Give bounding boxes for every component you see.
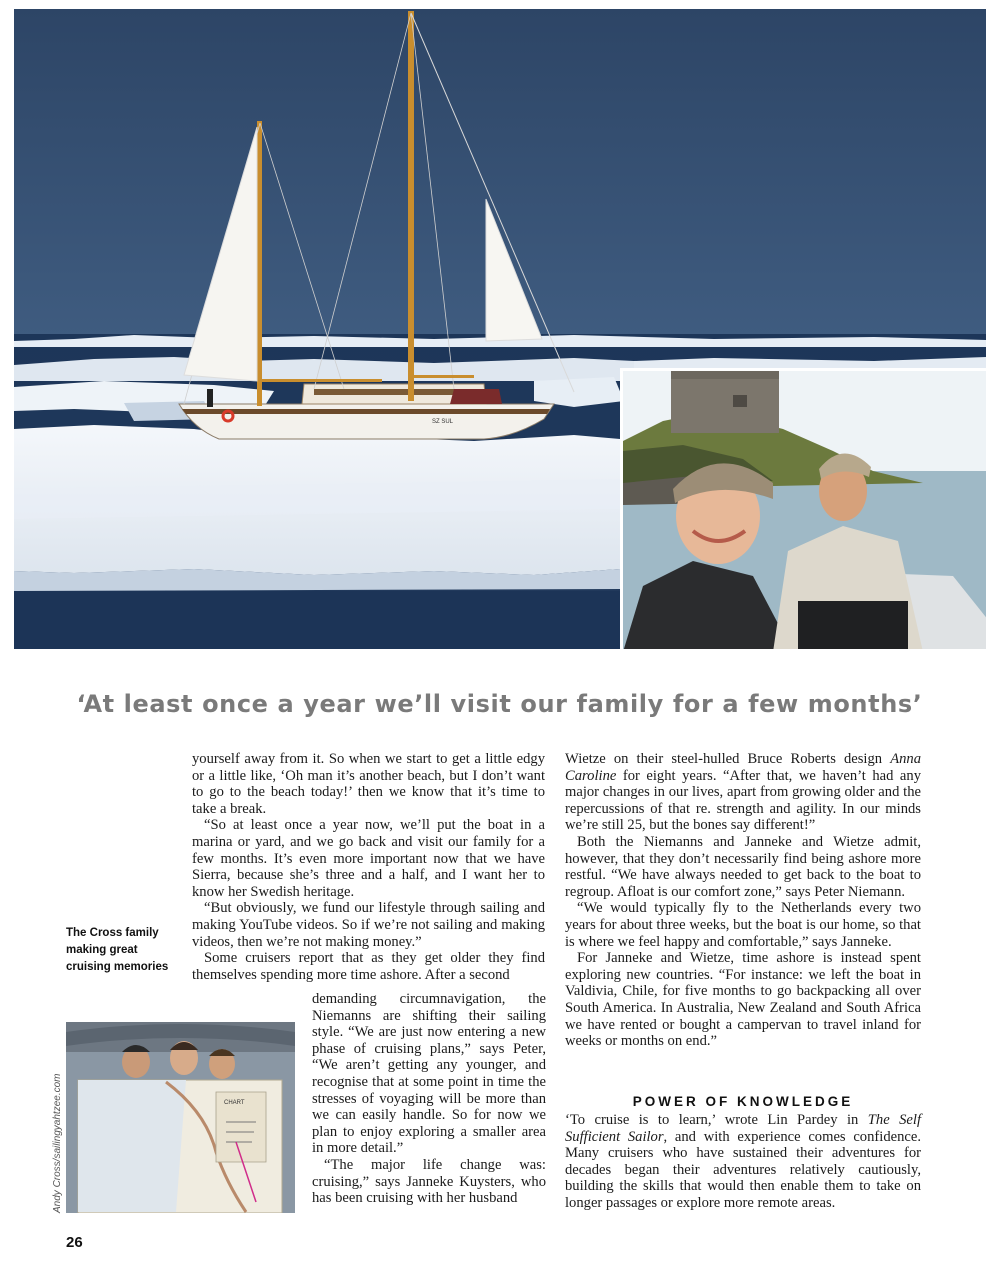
paragraph: “But obviously, we fund our lifestyle through sailing and making YouTube videos. So if we’re not sailing and making videos, then we’re not making money.” bbox=[192, 900, 545, 950]
paragraph: Wietze on their steel-hulled Bruce Roberts design Anna Caroline for eight years. “After that, we haven’t had any major changes in our lives, apart from growing older and the repercussions of that re. strength and agility. In our minds we’re still 25, but the bones say different!” bbox=[565, 751, 921, 834]
body-column-1-continued bbox=[312, 991, 546, 1207]
body-column-2-section bbox=[565, 1112, 921, 1212]
boat-name: Anna Caroline bbox=[565, 751, 921, 784]
chart-label: CHART bbox=[224, 1100, 245, 1106]
paragraph: For Janneke and Wietze, time ashore is instead spent exploring new countries. “For instance: we left the boat in Valdivia, Chile, for five months to go backpacking all over South America. In Australia, New Zealand and South Africa we have rented or bought a campervan to travel inland for weeks or months on end.” bbox=[565, 950, 921, 1050]
paragraph: Both the Niemanns and Janneke and Wietze admit, however, that they don’t necessarily find being ashore more restful. “We have always needed to get back to the boat to regroup. Afloat is our comfort zone,” says Peter Niemann. bbox=[565, 833, 921, 900]
page-number: 26 bbox=[66, 1234, 83, 1251]
paragraph: “So at least once a year now, we’ll put the boat in a marina or yard, and we go back and visit our family for a few months. It’s even more important now that we have Sierra, because she’s three and a half, and I want her to know her Swedish heritage. bbox=[192, 817, 545, 900]
photo-caption: The Cross family making great cruising memories bbox=[66, 927, 169, 973]
hull-name: SZ SUL bbox=[432, 419, 454, 425]
book-title: The Self Sufficient Sailor bbox=[565, 1112, 921, 1145]
paragraph: yourself away from it. So when we start to get a little edgy or a little like, ‘Oh man it’s another beach, but I don’t want to go to the beach today!’ then we know that it’s time to take a break. bbox=[192, 751, 545, 817]
body-column-2 bbox=[565, 751, 921, 1050]
paragraph: ‘To cruise is to learn,’ wrote Lin Pardey in The Self Sufficient Sailor, and with experience comes confidence. Many cruisers who have sustained their adventures for decades began their adventures relatively cautiously, building the skills that would then enable them to take on longer passages or explore more remote areas. bbox=[565, 1112, 921, 1211]
photo-family-with-chart bbox=[66, 1022, 295, 1213]
paragraph: demanding circumnavigation, the Niemanns are shifting their sailing style. “We are just now entering a new phase of cruising plans,” says Peter, “We aren’t getting any younger, and recognise that at some point in time the stresses of voyaging will be more than we can easily handle. So for now we plan to enjoy exploring a smaller area in more detail.” bbox=[312, 991, 546, 1157]
photo-credit: Andy Cross/sailingyahtzee.com bbox=[52, 1073, 63, 1213]
paragraph: “The major life change was: cruising,” says Janneke Kuysters, who has been cruising with her husband bbox=[312, 1156, 546, 1207]
paragraph: “We would typically fly to the Netherlands every two years for about three weeks, but the boat is our home, so that is where we feel happy and comfortable,” says Janneke. bbox=[565, 900, 921, 950]
body-column-1 bbox=[192, 751, 545, 983]
paragraph: Some cruisers report that as they get older they find themselves spending more time ashore. After a second bbox=[192, 950, 545, 983]
pull-quote: ‘At least once a year we’ll visit our family for a few months’ bbox=[76, 690, 923, 718]
inset-photo-couple-dinghy bbox=[620, 368, 986, 649]
section-subhead: POWER OF KNOWLEDGE bbox=[632, 1094, 854, 1109]
